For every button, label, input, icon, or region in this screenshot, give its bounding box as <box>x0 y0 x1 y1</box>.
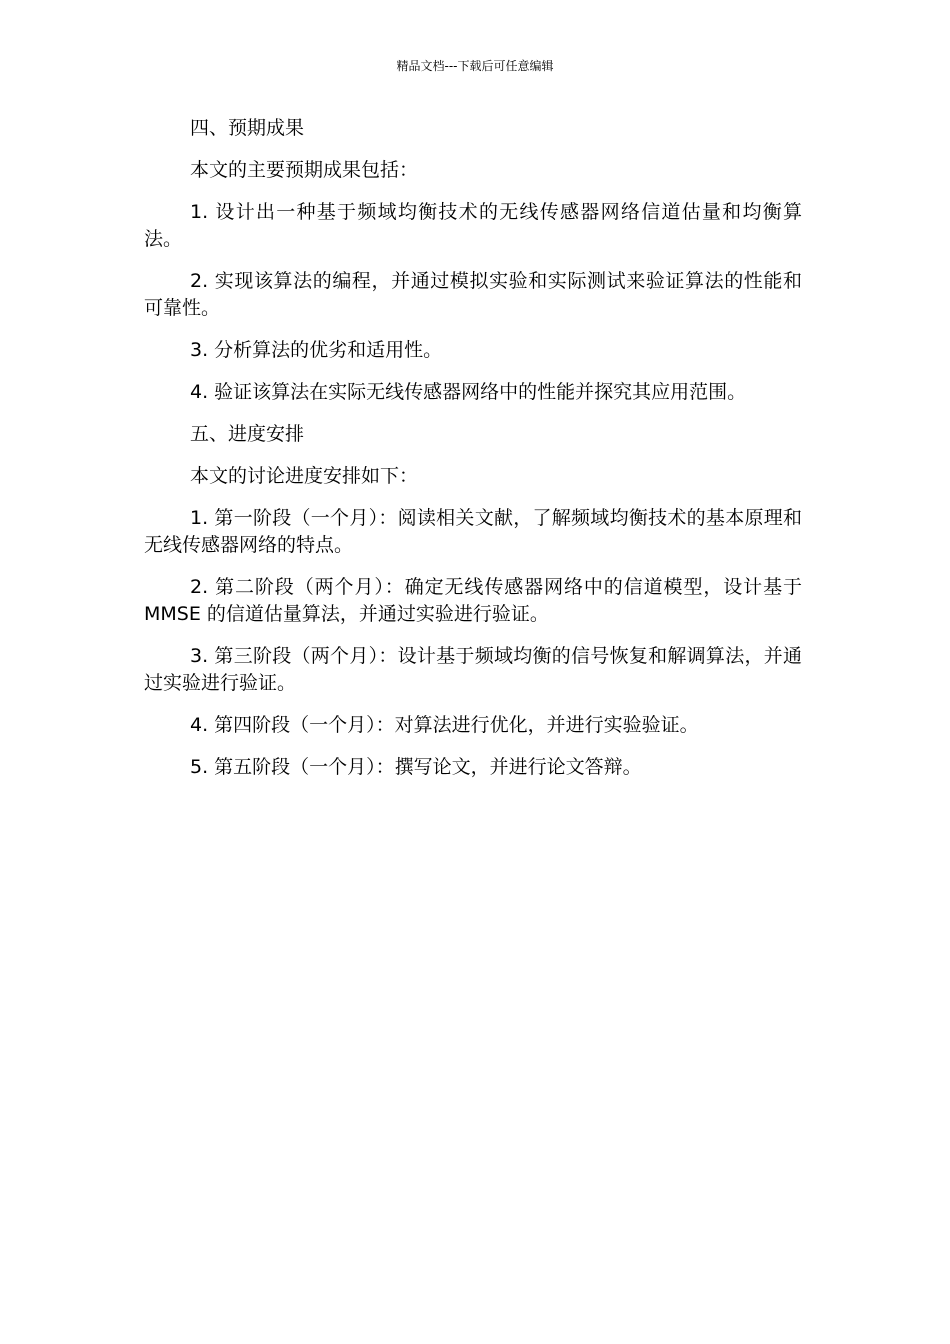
document-body <box>144 115 802 796</box>
schedule-item-1: 1. 第一阶段（一个月）：阅读相关文献，了解频域均衡技术的基本原理和无线传感器网络的特点。 <box>144 507 802 556</box>
section-heading-expected-results: 四、预期成果 <box>190 117 305 139</box>
schedule-item-5: 5. 第五阶段（一个月）：撰写论文，并进行论文答辩。 <box>190 756 642 778</box>
schedule-item-3: 3. 第三阶段（两个月）：设计基于频域均衡的信号恢复和解调算法，并通过实验进行验证。 <box>144 645 802 694</box>
results-intro: 本文的主要预期成果包括： <box>190 159 419 181</box>
result-item-2: 2. 实现该算法的编程，并通过模拟实验和实际测试来验证算法的性能和可靠性。 <box>144 270 802 319</box>
result-item-1: 1. 设计出一种基于频域均衡技术的无线传感器网络信道估量和均衡算法。 <box>144 201 802 250</box>
schedule-intro: 本文的讨论进度安排如下： <box>190 465 419 487</box>
page-header: 精品文档---下载后可任意编辑 <box>396 59 554 73</box>
schedule-item-2: 2. 第二阶段（两个月）：确定无线传感器网络中的信道模型，设计基于 MMSE 的信道估量算法，并通过实验进行验证。 <box>144 576 802 625</box>
result-item-3: 3. 分析算法的优劣和适用性。 <box>190 339 443 361</box>
result-item-4: 4. 验证该算法在实际无线传感器网络中的性能并探究其应用范围。 <box>190 381 747 403</box>
section-heading-schedule: 五、进度安排 <box>190 423 305 445</box>
schedule-item-4: 4. 第四阶段（一个月）：对算法进行优化，并进行实验验证。 <box>190 714 699 736</box>
